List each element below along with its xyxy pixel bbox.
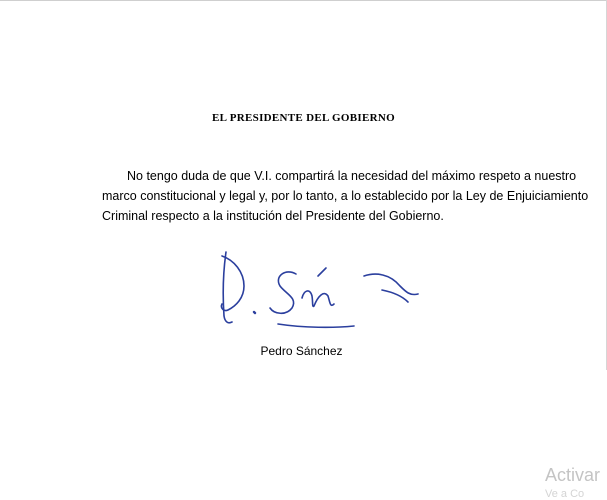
signer-name-row	[0, 344, 607, 358]
body-line-1: No tengo duda de que V.I. compartirá la necesidad del máximo respeto a nuestro	[127, 169, 577, 183]
page-top-border	[0, 0, 607, 1]
letter-heading: EL PRESIDENTE DEL GOBIERNO	[212, 112, 395, 124]
signature-text: P. Sánchez	[214, 233, 294, 250]
letter-body	[102, 166, 589, 226]
activation-watermark: Activar	[545, 465, 601, 485]
handwritten-signature	[214, 233, 424, 338]
signer-name: Pedro Sánchez	[260, 344, 343, 358]
body-line-2: marco constitucional y legal y, por lo tanto, a lo establecido por la Ley de Enjuiciamiento	[102, 189, 589, 203]
body-line-3: Criminal respecto a la institución del Presidente del Gobierno.	[102, 209, 444, 223]
activation-watermark-subtext: Ve a Co	[545, 488, 585, 500]
